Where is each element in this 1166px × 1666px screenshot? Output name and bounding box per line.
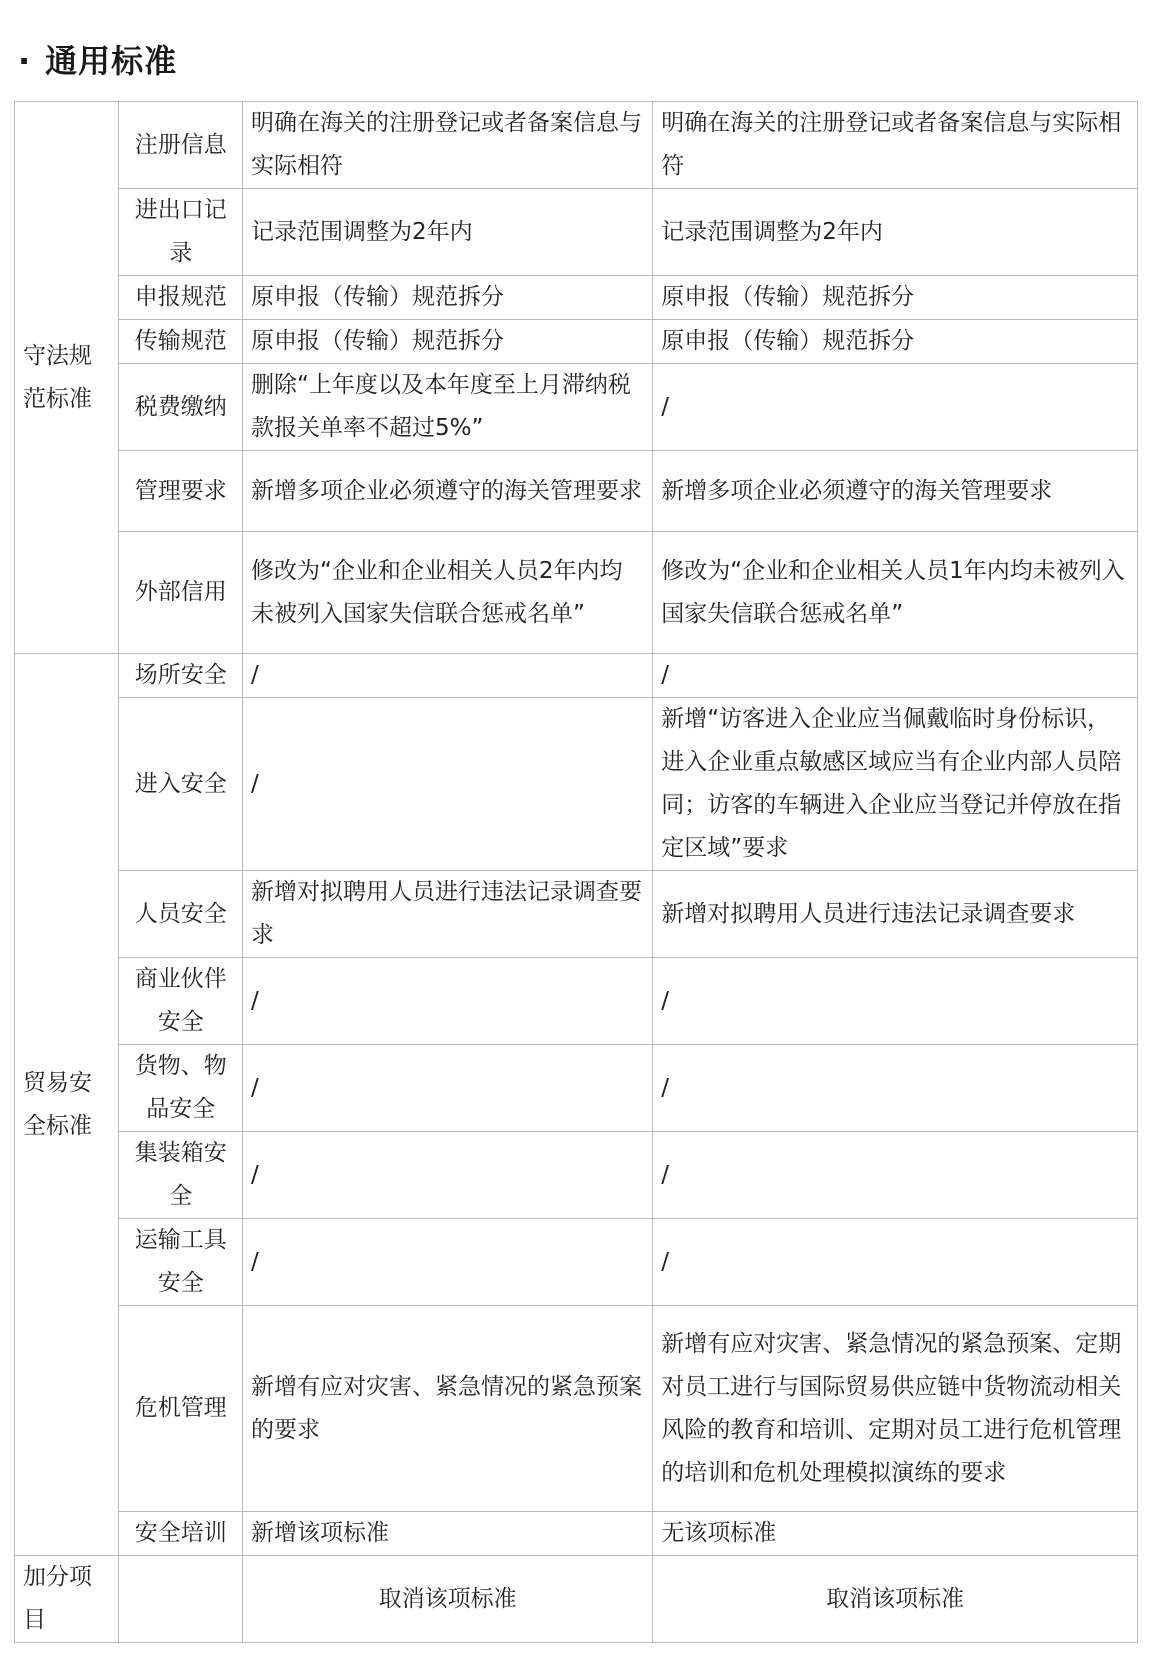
table-row [15,958,1138,1045]
comparison-table [14,101,1138,1643]
table-row [15,102,1138,189]
col2-cell: 取消该项标准 [653,1556,1138,1643]
col1-cell: / [243,958,653,1045]
bullet-dot: · [18,42,32,80]
table-row [15,1512,1138,1556]
item-name-cell: 管理要求 [119,451,243,532]
col1-cell: 取消该项标准 [243,1556,653,1643]
table-row [15,698,1138,871]
table-row [15,1045,1138,1132]
item-name-cell: 商业伙伴安全 [119,958,243,1045]
section-heading [18,36,177,82]
col2-cell: 原申报（传输）规范拆分 [653,320,1138,364]
col1-cell: / [243,654,653,698]
item-name-cell: 进入安全 [119,698,243,871]
col1-cell: 原申报（传输）规范拆分 [243,276,653,320]
col1-cell: 新增有应对灾害、紧急情况的紧急预案的要求 [243,1306,653,1512]
category-cell: 加分项目 [15,1556,119,1643]
item-name-cell: 人员安全 [119,871,243,958]
section-title: 通用标准 [45,42,178,80]
table-row [15,1219,1138,1306]
item-name-cell: 税费缴纳 [119,364,243,451]
col2-cell: / [653,1132,1138,1219]
table-row [15,364,1138,451]
item-name-cell: 集装箱安全 [119,1132,243,1219]
col2-cell: 新增“访客进入企业应当佩戴临时身份标识，进入企业重点敏感区域应当有企业内部人员陪同；访客的车辆进入企业应当登记并停放在指定区域”要求 [653,698,1138,871]
col1-cell: 明确在海关的注册登记或者备案信息与实际相符 [243,102,653,189]
col1-cell: 记录范围调整为2年内 [243,189,653,276]
table-row [15,532,1138,654]
category-cell: 贸易安全标准 [15,654,119,1556]
col1-cell: / [243,1132,653,1219]
item-name-cell: 进出口记录 [119,189,243,276]
col1-cell: 新增多项企业必须遵守的海关管理要求 [243,451,653,532]
col1-cell: 原申报（传输）规范拆分 [243,320,653,364]
item-name-cell: 注册信息 [119,102,243,189]
col2-cell: / [653,1045,1138,1132]
table-row [15,654,1138,698]
col2-cell: / [653,654,1138,698]
col2-cell: 新增有应对灾害、紧急情况的紧急预案、定期对员工进行与国际贸易供应链中货物流动相关风险的教育和培训、定期对员工进行危机管理的培训和危机处理模拟演练的要求 [653,1306,1138,1512]
col1-cell: / [243,1219,653,1306]
col1-cell: 修改为“企业和企业相关人员2年内均未被列入国家失信联合惩戒名单” [243,532,653,654]
col1-cell: 新增该项标准 [243,1512,653,1556]
item-name-cell: 安全培训 [119,1512,243,1556]
category-cell: 守法规范标准 [15,102,119,654]
item-name-cell: 货物、物品安全 [119,1045,243,1132]
table-row [15,1556,1138,1643]
table-row [15,871,1138,958]
table-row [15,1132,1138,1219]
table-row [15,189,1138,276]
col2-cell: / [653,364,1138,451]
table-row [15,1306,1138,1512]
item-name-cell: 传输规范 [119,320,243,364]
col2-cell: 新增对拟聘用人员进行违法记录调查要求 [653,871,1138,958]
col2-cell: 新增多项企业必须遵守的海关管理要求 [653,451,1138,532]
item-name-cell: 申报规范 [119,276,243,320]
col2-cell: 原申报（传输）规范拆分 [653,276,1138,320]
col2-cell: 修改为“企业和企业相关人员1年内均未被列入国家失信联合惩戒名单” [653,532,1138,654]
col2-cell: 明确在海关的注册登记或者备案信息与实际相符 [653,102,1138,189]
item-name-cell [119,1556,243,1643]
item-name-cell: 场所安全 [119,654,243,698]
table-row [15,320,1138,364]
item-name-cell: 运输工具安全 [119,1219,243,1306]
col2-cell: 无该项标准 [653,1512,1138,1556]
table-row [15,451,1138,532]
col2-cell: / [653,958,1138,1045]
col1-cell: / [243,1045,653,1132]
col2-cell: / [653,1219,1138,1306]
item-name-cell: 外部信用 [119,532,243,654]
col1-cell: 新增对拟聘用人员进行违法记录调查要求 [243,871,653,958]
table-row [15,276,1138,320]
item-name-cell: 危机管理 [119,1306,243,1512]
col2-cell: 记录范围调整为2年内 [653,189,1138,276]
col1-cell: / [243,698,653,871]
col1-cell: 删除“上年度以及本年度至上月滞纳税款报关单率不超过5%” [243,364,653,451]
